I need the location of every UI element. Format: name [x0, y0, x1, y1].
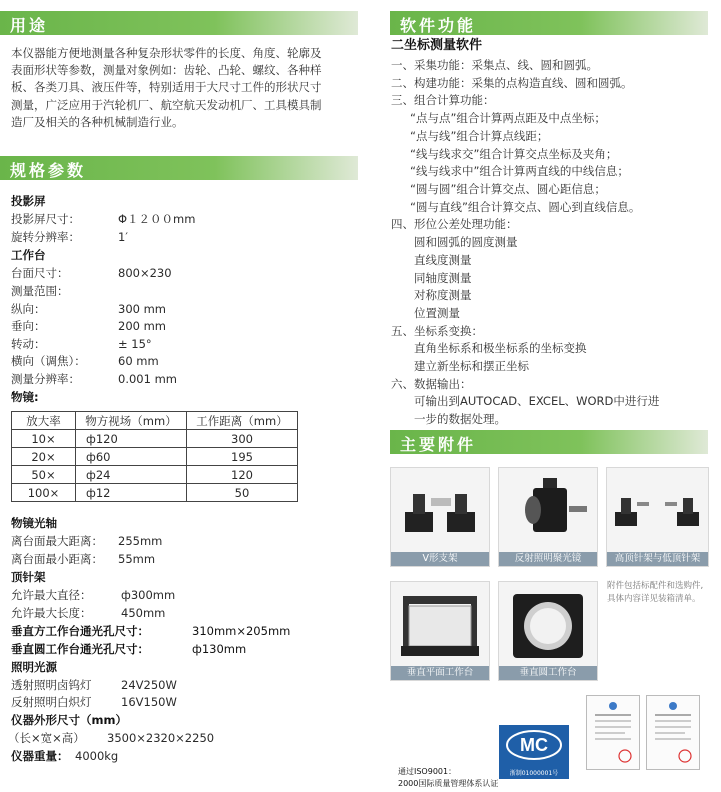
- v-block-image: [391, 468, 489, 552]
- accessory-centers: [606, 467, 709, 567]
- software-title: 软件功能: [400, 16, 477, 35]
- software-line: 四、形位公差处理功能：: [391, 217, 518, 231]
- usage-paragraph: 本仪器能方便地测量各种复杂形状零件的长度、角度、轮廓及 表面形状等参数，测量对象例如：齿轮、凸轮、螺纹、各种样 板、各类刀具、液压件等，特别适用于大尺寸工件的形状尺寸 测量，广泛应用于汽轮机厂、航空航天发动机厂、工具模具制 造厂及相关的各种机械制造行业。: [11, 46, 322, 129]
- accessory-flat-table: [390, 581, 490, 681]
- mc-logo-icon: [499, 725, 569, 765]
- weight-row: 仪器重量： 4000kg: [11, 749, 119, 763]
- software-line: “圆与直线”组合计算交点、圆心到直线信息。: [410, 200, 641, 214]
- certificate-icon: [647, 696, 699, 769]
- usage-title: 用途: [10, 16, 49, 35]
- cert-text-2: 2000国际质量管理体系认证: [398, 779, 499, 788]
- software-line: 五、坐标系变换：: [391, 324, 483, 338]
- mc-logo-number: 浙制01000001号: [509, 770, 559, 777]
- software-line: “圆与圆”组合计算交点、圆心距信息；: [410, 182, 606, 196]
- software-line: 二、构建功能：采集的点构造直线、圆和圆弧。: [391, 76, 633, 90]
- accessory-caption: 高顶针架与低顶针架: [607, 552, 708, 566]
- worktable-heading: 工作台: [11, 248, 46, 262]
- software-line: 直线度测量: [414, 253, 472, 267]
- cert-text-1: 通过ISO9001：: [398, 767, 457, 776]
- software-section-bar: [390, 11, 708, 35]
- iso-certificate-1: [586, 695, 640, 770]
- software-line: 圆和圆弧的圆度测量: [414, 235, 518, 249]
- accessory-caption: 反射照明聚光镜: [499, 552, 597, 566]
- table-row: 100× ф12 50: [12, 484, 298, 502]
- usage-section-bar: [0, 11, 358, 35]
- centers-heading: 顶针架: [11, 570, 46, 584]
- accessory-caption: 垂直平面工作台: [391, 666, 489, 680]
- max-dia-row: 允许最大直径： ф300mm: [11, 588, 176, 602]
- optical-axis-heading: 物镜光轴: [11, 516, 57, 530]
- accessories-title: 主要附件: [400, 435, 477, 454]
- trans-light-row: 透射照明卤钨灯 24V250W: [11, 678, 177, 692]
- spec-title: 规格参数: [10, 161, 87, 180]
- table-size-row: 台面尺寸： 800×230: [11, 266, 172, 280]
- column-header: 工作距离（mm）: [187, 412, 298, 430]
- column-header: 放大率: [12, 412, 76, 430]
- square-aperture-row: 垂直方工作台通光孔尺寸： 310mm×205mm: [11, 624, 291, 638]
- dims-heading: 仪器外形尺寸（mm）: [11, 713, 127, 727]
- software-line: 一、采集功能：采集点、线、圆和圆弧。: [391, 58, 598, 72]
- certificate-icon: [587, 696, 639, 769]
- rotate-row: 转动： ± 15°: [11, 337, 152, 351]
- software-line: “点与线”组合计算点线距；: [410, 129, 549, 143]
- iso-certificate-2: [646, 695, 700, 770]
- min-dist-row: 离台面最小距离： 55mm: [11, 552, 156, 566]
- spec-section-bar: [0, 156, 358, 180]
- mc-logo-text: MC: [520, 735, 548, 755]
- dims-row: （长×宽×高） 3500×2320×2250: [8, 731, 215, 745]
- mc-logo: [499, 725, 569, 779]
- table-row: 20× ф60 195: [12, 448, 298, 466]
- software-line: “线与线求中”组合计算两直线的中线信息；: [410, 164, 629, 178]
- longitudinal-row: 纵向： 300 mm: [11, 302, 167, 316]
- max-len-row: 允许最大长度： 450mm: [11, 606, 166, 620]
- transverse-row: 横向（调焦）： 60 mm: [11, 354, 159, 368]
- software-line: 位置测量: [414, 306, 460, 320]
- software-subtitle: 二坐标测量软件: [391, 38, 483, 53]
- software-line: 可输出到AUTOCAD、EXCEL、WORD中进行进: [414, 394, 660, 408]
- objective-heading: 物镜:: [11, 390, 39, 404]
- condenser-image: [499, 468, 597, 552]
- accessory-condenser: [498, 467, 598, 567]
- software-line: “点与点”组合计算两点距及中点坐标；: [410, 111, 606, 125]
- software-line: 一步的数据处理。: [414, 412, 506, 426]
- software-line: 三、组合计算功能：: [391, 93, 495, 107]
- table-header-row: [12, 412, 298, 430]
- centers-image: [607, 468, 708, 552]
- software-line: 对称度测量: [414, 288, 472, 302]
- software-line: 建立新坐标和摆正坐标: [414, 359, 529, 373]
- max-dist-row: 离台面最大距离： 255mm: [11, 534, 163, 548]
- magnification-table: [11, 411, 298, 502]
- software-line: 同轴度测量: [414, 271, 472, 285]
- flat-table-image: [391, 582, 489, 666]
- accessory-round-table: [498, 581, 598, 681]
- accessories-section-bar: [390, 430, 708, 454]
- range-row: 测量范围：: [11, 284, 69, 298]
- software-line: 直角坐标系和极坐标系的坐标变换: [414, 341, 587, 355]
- accessory-caption: V形支架: [391, 552, 489, 566]
- table-row: 10× ф120 300: [12, 430, 298, 448]
- accessory-v-block: [390, 467, 490, 567]
- rotation-res-row: 旋转分辨率： 1′: [11, 230, 128, 244]
- refl-light-row: 反射照明白炽灯 16V150W: [11, 695, 177, 709]
- software-line: 六、数据输出：: [391, 377, 472, 391]
- column-header: 物方视场（mm）: [76, 412, 187, 430]
- round-table-image: [499, 582, 597, 666]
- round-aperture-row: 垂直圆工作台通光孔尺寸： ф130mm: [11, 642, 247, 656]
- screen-size-row: 投影屏尺寸： Φ１２００mm: [11, 212, 196, 226]
- accessory-note: 附件包括标配件和选购件, 具体内容详见装箱清单。: [607, 581, 704, 604]
- vertical-row: 垂向： 200 mm: [11, 319, 167, 333]
- meas-res-row: 测量分辨率： 0.001 mm: [11, 372, 177, 386]
- accessory-caption: 垂直圆工作台: [499, 666, 597, 680]
- software-line: “线与线求交”组合计算交点坐标及夹角；: [410, 147, 618, 161]
- table-row: 50× ф24 120: [12, 466, 298, 484]
- projection-heading: 投影屏: [11, 194, 46, 208]
- light-heading: 照明光源: [11, 660, 57, 674]
